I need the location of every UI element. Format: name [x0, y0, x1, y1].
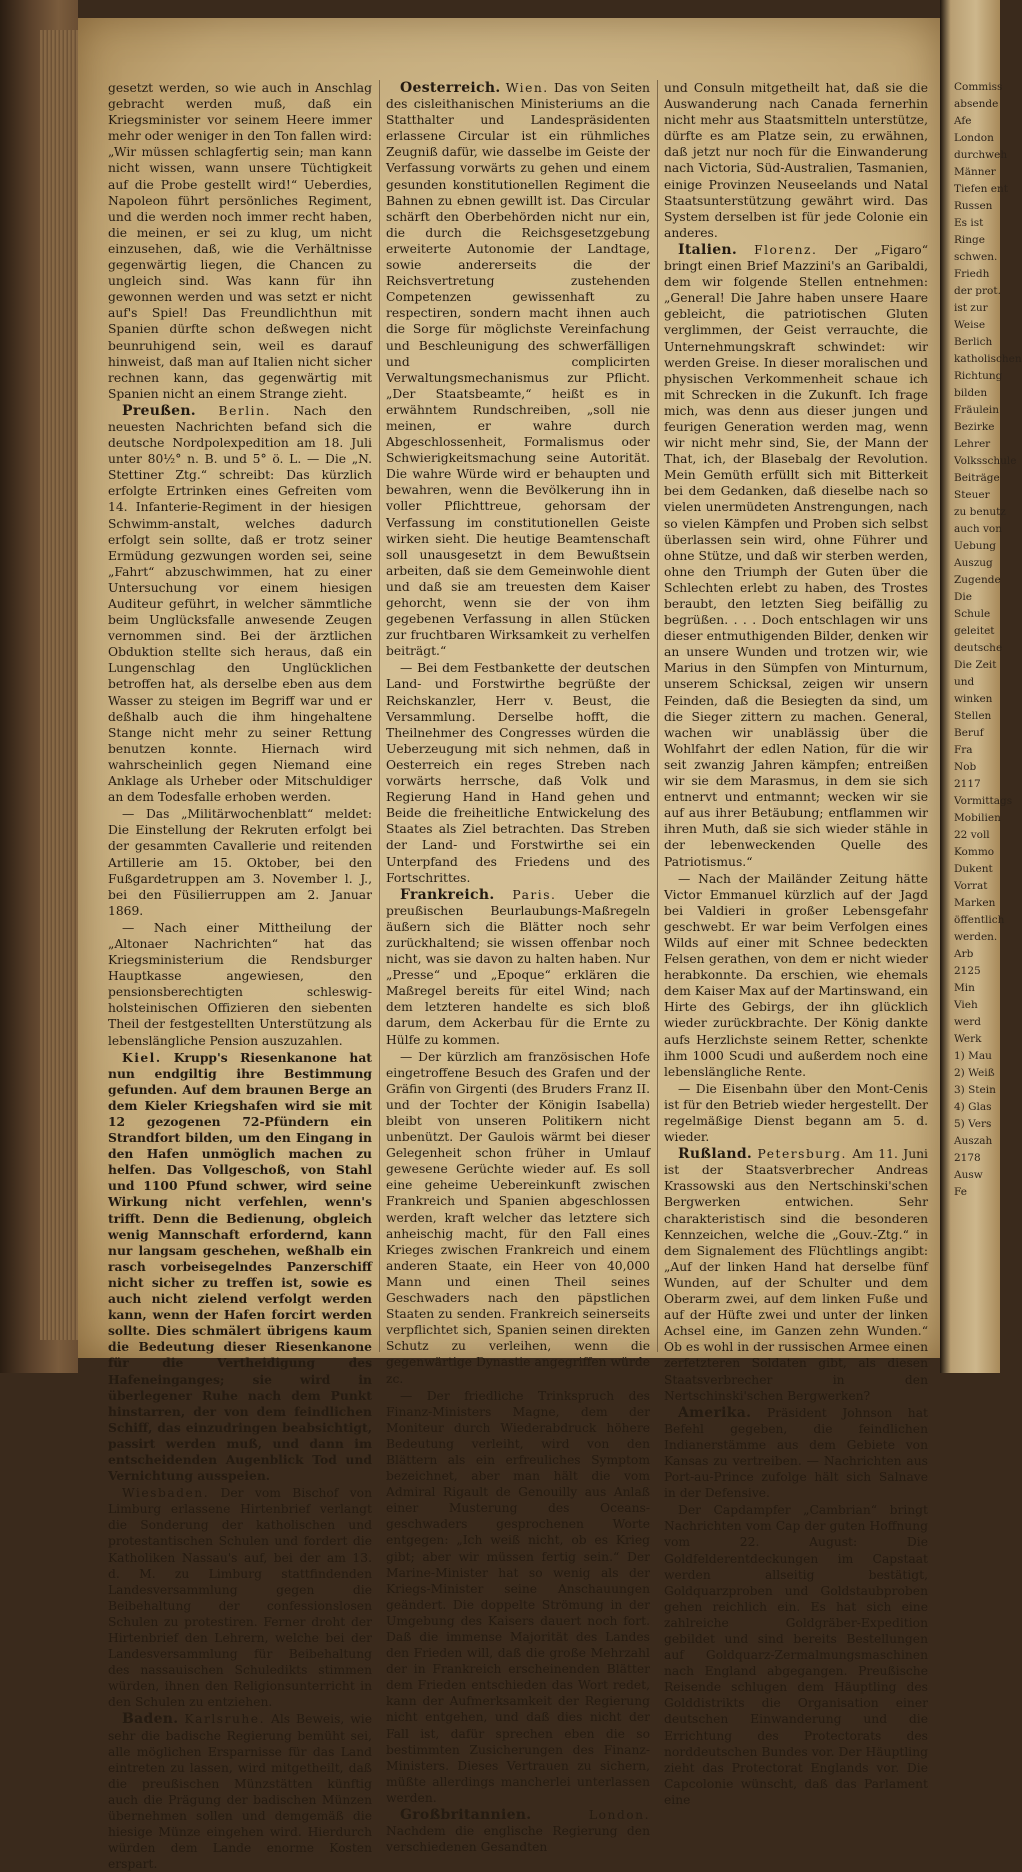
margin-fragment: Richtung	[954, 370, 1003, 382]
margin-fragment: der prot.	[954, 285, 1001, 297]
margin-fragment: Tiefen ent	[954, 183, 1008, 195]
dateline: Paris.	[512, 887, 557, 902]
margin-fragment: auch von	[954, 523, 1003, 535]
next-page-edge	[940, 0, 1022, 1373]
dateline: London.	[588, 1808, 650, 1823]
section-heading: Italien.	[678, 241, 738, 258]
margin-fragment: geleitet	[954, 625, 995, 637]
margin-fragment: Männer	[954, 166, 996, 178]
margin-fragment: katholischen	[954, 353, 1022, 365]
article-text: Nach den neuesten Nachrichten befand sich die deutsche Nordpolexpedition am 18. Juli unter 80½° n. B. und 5° ö. L. — Die „N. Stettiner Ztg.“ schreibt: Das kürzlich erfolgte Ertrinken eines Gefreiten vom 14. Infanterie-Regiment in der hiesigen Schwimm-anstalt, welches dadurch erfolgt sein sollte, daß er trotz seiner Ermüdung gezwungen worden sei, seine „Fahrt“ abzuschwimmen, hat zu einer Untersuchung vor einem hiesigen Auditeur geführt, in welcher sämmtliche beim Unglücksfalle anwesende Zeugen vernommen sind. Bei der ärztlichen Obduktion stellte sich heraus, daß ein Lungenschlag den Unglücklichen betroffen hat, als derselbe eben aus dem Wasser zu steigen im Begriff war und er deßhalb auch die ihm hingehaltene Stange nicht mehr zu seiner Rettung benutzen konnte. Hiernach wird wahrscheinlich gegen Niemand eine Anklage als Urheber oder Mitschuldiger an dem Todesfalle erhoben werden.	[108, 403, 372, 805]
margin-fragment: Stellen	[954, 710, 992, 722]
margin-fragment: Berlich	[954, 336, 993, 348]
section-heading: Baden.	[122, 1711, 179, 1728]
dateline: Florenz.	[754, 242, 818, 257]
article-text: Als Beweis, wie sehr die badische Regierung bemüht sei, alle möglichen Ersparnisse für das Land eintreten zu lassen, wird mitgetheilt, daß die preußischen Münzstätten künftig auch die Prägung der badischen Münzen übernehmen sollen und demgemäß die hiesige Münze eingehen wird. Hierdurch würden dem Lande enorme Kosten erspart.	[108, 1712, 372, 1872]
dateline: Kiel.	[122, 1049, 162, 1065]
column-2	[386, 80, 650, 1855]
article-preussen	[108, 403, 372, 805]
dateline: Wiesbaden.	[122, 1486, 210, 1501]
margin-fragment: Ringe	[954, 234, 985, 246]
margin-fragment: deutsche	[954, 642, 1003, 654]
article-kiel	[108, 1050, 372, 1485]
margin-fragment: 5) Vers	[954, 1118, 992, 1130]
article-text: Der vom Bischof von Limburg erlassene Hirtenbrief verlangt die Sonderung der katholischen und protestantischen Schulen und fordert die Katholiken Nassau's auf, bei der am 13. d. M. zu Limburg stattfindenden Landesversammlung gegen die Beibehaltung der confessionslosen Schulen zu protestiren. Ferner droht der Hirtenbrief den Lehrern, welche bei der Landesversammlung für Beibehaltung des nassauischen Schuledikts stimmen würden, ihnen den Religionsunterricht in den Schulen zu entziehen.	[108, 1486, 372, 1710]
margin-fragment: Nob	[954, 761, 977, 773]
article-italien	[664, 242, 928, 870]
article-grossbritannien	[386, 1807, 650, 1855]
margin-fragment: Auszug	[954, 557, 993, 569]
article-text: Ueber die preußischen Beurlaubungs-Maßregeln äußern sich die Blätter noch sehr zurückhaltend; sie wissen offenbar noch nicht, was sie davon zu halten haben. Nur „Presse“ und „Epoque“ erklären die Maßregel bereits für eitel Wind; nach dem letzteren handelte es sich bloß darum, dem Ackerbau für die Ernte zu Hülfe zu kommen.	[386, 887, 650, 1047]
article-paragraph: — Die Eisenbahn über den Mont-Cenis ist für den Betrieb wieder hergestellt. Der regelmäßige Dienst begann am 5. d. wieder.	[664, 1081, 928, 1145]
article-text: Nachdem die englische Regierung den verschiedenen Gesandten	[386, 1824, 650, 1855]
margin-fragment: Beiträge	[954, 472, 1000, 484]
margin-fragment: winken	[954, 693, 993, 705]
newspaper-page	[78, 18, 940, 1872]
margin-fragment: Afe	[954, 115, 972, 127]
column-rule	[379, 80, 380, 1352]
column-1	[108, 80, 372, 1872]
section-heading: Preußen.	[122, 402, 196, 419]
article-text: Am 11. Juni ist der Staatsverbrecher Andreas Krassowski aus den Nertschinski'schen Bergwerken entwichen. Sehr charakteristisch sind die besonderen Kennzeichen, welche die „Gouv.-Ztg.“ in dem Signalement des Flüchtlings angibt: „Auf der linken Hand hat derselbe fünf Wunden, auf der Schulter und dem Oberarm zwei, auf dem linken Fuße und auf der Hüfte zwei und unter der linken Achsel eine, im Ganzen zehn Wunden.“ Ob es wohl in der russischen Armee einen zerfetzteren Soldaten gibt, als diesen Staatsverbrecher in den Nertschinski'schen Bergwerken?	[664, 1147, 928, 1403]
margin-fragment: Marken	[954, 897, 996, 909]
article-baden	[108, 1711, 372, 1872]
margin-fragment: 2178	[954, 1152, 981, 1164]
margin-fragment: Russen	[954, 200, 993, 212]
margin-fragment: bilden	[954, 387, 988, 399]
margin-fragment: öffentlich	[954, 914, 1005, 926]
dateline: Petersburg.	[757, 1147, 847, 1162]
margin-fragment: Bezirke	[954, 421, 995, 433]
margin-fragment: Lehrer	[954, 438, 991, 450]
margin-fragment: 1) Mau	[954, 1050, 992, 1062]
margin-fragment: Beruf	[954, 727, 984, 739]
margin-fragment: Volksschule	[954, 455, 1017, 467]
article-text: Das von Seiten des cisleithanischen Ministeriums an die Statthalter und Landespräsidenten erlassene Circular ist ein rühmliches Zeugniß dafür, wie dasselbe im Geiste der Verfassung vorwärts zu gehen und einem gesunden konstitutionellen Regiment die Bahnen zu ebnen gewillt ist. Das Circular schärft den Oberbehörden nicht nur ein, die durch die Reichsgesetzgebung erweiterte Autonomie der Landtage, sowie andererseits die der Reichsvertretung zustehenden Competenzen gewissenhaft zu respectiren, sondern macht ihnen auch die Sorge für möglichste Vereinfachung und Beschleunigung des schwerfälligen und complicirten Verwaltungsmechanismus zur Pflicht. „Der Staatsbeamte,“ heißt es in erwähntem Rundschreiben, „soll nie meinen, er wahre durch Abgeschlossenheit, Formalismus oder Schwierigkeitsmachung seine Autorität. Die wahre Würde wird er behaupten und bewahren, wenn die Bevölkerung ihn in voller Pflichttreue, gehorsam der Verfassung im constitutionellen Geiste wirken sieht. Die heutige Beamtenschaft soll unausgesetzt in dem Bewußtsein arbeiten, daß sie dem Gemeinwohle dient und daß sie am treuesten dem Kaiser gehorcht, wenn sie der von ihm gegebenen Verfassung in allen Stücken zur fruchtbaren Wirksamkeit zu verhelfen beiträgt.“	[386, 81, 650, 659]
margin-fragment: London	[954, 132, 994, 144]
dateline: Karlsruhe.	[184, 1712, 265, 1727]
margin-fragment: werd	[954, 1016, 981, 1028]
margin-fragment: Werk	[954, 1033, 982, 1045]
margin-fragment: 22 voll	[954, 829, 990, 841]
margin-fragment: ist zur	[954, 302, 988, 314]
margin-fragment: Arb	[954, 948, 974, 960]
margin-fragment: Fra	[954, 744, 973, 756]
margin-fragment: schwen.	[954, 251, 998, 263]
margin-fragment: Uebung	[954, 540, 997, 552]
article-russland	[664, 1146, 928, 1404]
article-paragraph: und Consuln mitgetheilt hat, daß sie die Auswanderung nach Canada fernerhin nicht mehr aus Staatsmitteln unterstütze, dürfte es am Platze sein, zu erwähnen, daß jetzt nur noch für die Einwanderung nach Victoria, Süd-Australien, Tasmanien, einige Provinzen Neuseelands und Natal Staatsunterstützung gewährt wird. Das System derselben ist für jede Colonie ein anderes.	[664, 81, 928, 240]
article-text: Präsident Johnson hat Befehl gegeben, die feindlichen Indianerstämme aus dem Gebiete von Kansas zu vertreiben. — Nachrichten aus Port-au-Prince zufolge hält sich Salnave in der Defensive.	[664, 1405, 928, 1501]
article-amerika	[664, 1405, 928, 1502]
article-frankreich	[386, 887, 650, 1048]
margin-fragment: Zugende	[954, 574, 1001, 586]
margin-fragment: Vormittags	[954, 795, 1013, 807]
article-paragraph: — Bei dem Festbankette der deutschen Land- und Forstwirthe begrüßte der Reichskanzler, Herr v. Beust, die Versammlung. Derselbe hofft, die Theilnehmer des Congresses würden die Ueberzeugung mit sich nehmen, daß in Oesterreich ein reges Streben nach vorwärts herrsche, daß Volk und Regierung Hand in Hand gehen und Beide die freiheitliche Entwickelung des Staates als Ziel betrachten. Das Streben der Land- und Forstwirthe sei ein Unterpfand des Friedens und des Fortschrittes.	[386, 661, 650, 885]
margin-fragment: absende	[954, 98, 999, 110]
article-paragraph: — Nach der Mailänder Zeitung hätte Victor Emmanuel kürzlich auf der Jagd bei Valdieri in großer Lebensgefahr geschwebt. Er war beim Verfolgen eines Wilds auf einer mit Schnee bedeckten Felsen gerathen, von dem er nicht wieder herabkonnte. Da erschien, wie ehemals dem Kaiser Max auf der Martinswand, ein Hirte des Gebirgs, der ihn glücklich wieder zurückbrachte. Der König dankte aufs Herzlichste seinem Retter, schenkte ihm 1000 Scudi und außerdem noch eine lebenslängliche Rente.	[664, 871, 928, 1079]
margin-fragment: 2125	[954, 965, 981, 977]
section-heading: Rußland.	[678, 1146, 753, 1163]
article-paragraph: — Der kürzlich am französischen Hofe eingetroffene Besuch des Grafen und der Gräfin von Girgenti (des Bruders Franz II. und der Tochter der Königin Isabella) bleibt von unseren Politikern nicht unbenützt. Der Gaulois wärmt bei dieser Gelegenheit schon früher in Umlauf gewesene Gerüchte wieder auf. Es soll eine geheime Uebereinkunft zwischen Frankreich und Spanien abgeschlossen werden, kraft welcher das letztere sich anheischig macht, für den Fall eines Krieges zwischen Frankreich und einem anderen Staate, ein Heer von 40,000 Mann und einen Theil seines Geschwaders nach den päpstlichen Staaten zu senden. Frankreich seinerseits verpflichtet sich, Spanien seinen direkten Schutz zu verleihen, wenn die gegenwärtige Dynastie angegriffen würde zc.	[386, 1049, 650, 1386]
margin-fragment: Es ist	[954, 217, 984, 229]
article-oesterreich	[386, 80, 650, 659]
article-paragraph: gesetzt werden, so wie auch in Anschlag gebracht werden muß, daß ein Kriegsminister vor seinem Heere immer mehr oder weniger in den Ton fallen wird: „Wir müssen schlagfertig sein; man kann nicht wissen, wann unsere Tüchtigkeit auf die Probe gestellt wird!“ Ueberdies, Napoleon führt persönliches Regiment, und die werden noch immer recht haben, die meinen, er sei zu klug, um nicht einzusehen, daß, wie die Verhältnisse gegenwärtig liegen, die Chancen zu ungleich sind. Was kann für ihn gewonnen werden und was setzt er nicht auf's Spiel! Das Freundlichthun mit Spanien dürfte schon deßwegen nicht beunruhigend sein, weil es darauf hinweist, daß man auf Italien nicht sicher rechnen kann, das gegenwärtig mit Spanien nicht an einem Strange zieht.	[108, 81, 372, 401]
margin-fragment: Mobilien	[954, 812, 1001, 824]
margin-fragment: 2117	[954, 778, 981, 790]
margin-fragment: Weise	[954, 319, 986, 331]
margin-fragment: Kommo	[954, 846, 995, 858]
margin-fragment: zu benutz	[954, 506, 1006, 518]
column-rule	[657, 80, 658, 1352]
article-paragraph: — Der friedliche Trinkspruch des Finanz-Ministers Magne, dem der Moniteur durch Wiederabdruck höhere Bedeutung verleiht, wird von den Blättern als ein erfreuliches Symptom bezeichnet, aber man hält die vom Admiral Rigault de Genouilly aus Anlaß einer Musterung des Oceans-geschwaders gesprochenen Worte entgegen: „Ich weiß nicht, ob es Krieg gibt; aber wir müssen fertig sein.“ Der Marine-Minister hat so wenig als der Kriegs-Minister seine Anschauungen geändert. Die doppelte Strömung in der Umgebung des Kaisers dauert noch fort. Daß die immense Majorität des Landes den Frieden will, daß die große Mehrzahl der in Frankreich erscheinenden Blätter dem Frieden entschieden das Wort redet, kann der Aufmerksamkeit der Regierung nicht entgehen, und daß dies nicht der Fall ist, dafür sprechen eben die so bestimmten Zusicherungen des Finanz-Ministers. Dieses Vertrauen zu sichern, müßte allerdings mancherlei unterlassen werden.	[386, 1388, 650, 1805]
margin-fragment: 4) Glas	[954, 1101, 992, 1113]
section-heading: Oesterreich.	[400, 80, 501, 96]
margin-fragment: Schule	[954, 608, 991, 620]
dateline: Berlin.	[218, 403, 271, 418]
margin-fragment: Vieh	[954, 999, 978, 1011]
margin-fragment: 2) Weiß	[954, 1067, 995, 1079]
margin-fragment: Die Zeit	[954, 659, 997, 671]
section-heading: Großbritannien.	[400, 1807, 532, 1824]
margin-fragment: Die	[954, 591, 972, 603]
page-edges	[40, 30, 80, 1340]
margin-fragment: Auszah	[954, 1135, 993, 1147]
article-text: Krupp's Riesenkanone hat nun endgiltig ihre Bestimmung gefunden. Auf dem braunen Berge an dem Kieler Kriegshafen wird sie mit 12 gezogenen 72-Pfündern ein Strandfort bilden, um den Eingang in den Hafen unmöglich machen zu helfen. Das Vollgeschoß, von Stahl und 1100 Pfund schwer, wird seine Wirkung nicht verfehlen, wenn's trifft. Denn die Bedienung, obgleich wenig Mannschaft erfordernd, kann nur langsam geschehen, weßhalb ein rasch vorbeisegelndes Panzerschiff nicht sicher zu treffen ist, sowie es auch nicht zielend verfolgt werden kann, wenn der Hafen forcirt werden sollte. Dies schmälert übrigens kaum die Bedeutung dieser Riesenkanone für die Vertheidigung des Hafeneinganges; sie wird in überlegener Ruhe nach dem Punkt hinstarren, der von dem feindlichen Schiff, das einzudringen beabsichtigt, passirt werden muß, und dann im entscheidenden Augenblick Tod und Vernichtung ausspeien.	[108, 1049, 372, 1484]
margin-fragment: Friedh	[954, 268, 990, 280]
article-paragraph: Der Capdampfer „Cambrian“ bringt Nachrichten vom Cap der guten Hoffnung vom 22. August: Die Goldfelderentdeckungen im Capstaat werden allseitig bestätigt, Goldquarzproben und Goldstaubproben gehen reichlich ein. Es hat sich eine zahlreiche Goldgräber-Expedition gebildet und sind bereits Bestellungen auf Goldquarz-Zermalmungsmaschinen nach England abgegangen. Preußische Reisende schlugen dem Häuptling des Golddistrikts die Organisation einer deutschen Einwanderung und die Errichtung des Protectorats des norddeutschen Bundes vor. Der Häuptling zieht das Protectorat Englands vor. Die Capcolonie wünscht, daß das Parlament eine	[664, 1503, 928, 1807]
article-wiesbaden	[108, 1485, 372, 1710]
margin-fragment: Fe	[954, 1186, 967, 1198]
article-paragraph: — Das „Militärwochenblatt“ meldet: Die Einstellung der Rekruten erfolgt bei der gesammten Cavallerie und reitenden Artillerie am 15. Oktober, bei den Fußgardetruppen am 3. November l. J., bei den Füsilierruppen am 2. Januar 1869.	[108, 807, 372, 918]
margin-fragment: Min	[954, 982, 975, 994]
text-columns	[108, 80, 928, 1872]
section-heading: Amerika.	[678, 1404, 752, 1421]
margin-fragment: Steuer	[954, 489, 990, 501]
article-paragraph: — Nach einer Mittheilung der „Altonaer Nachrichten“ hat das Kriegsministerium die Rendsburger Hauptkasse angewiesen, den pensionsberechtigten schleswig-holsteinischen Offizieren den siebenten Theil der festgestellten Unterstützung als lebenslängliche Pension auszuzahlen.	[108, 920, 372, 1048]
margin-fragment: Commiss	[954, 81, 1003, 93]
margin-fragment: werden.	[954, 931, 998, 943]
column-3	[664, 80, 928, 1807]
margin-fragment: und	[954, 676, 975, 688]
article-text: Der „Figaro“ bringt einen Brief Mazzini's an Garibaldi, dem wir folgende Stellen entnehmen: „General! Die Jahre haben unsere Haare gebleicht, die patriotischen Gluten verglimmen, der Geist verrauchte, die Unternehmungskraft schwindet: wir werden Greise. In dieser moralischen und physischen Verkommenheit schaue ich mit Schrecken in die Zukunft. Ich frage mich, was denn aus dieser jungen und feurigen Generation werden mag, wenn wir nicht mehr sind, Sie, der Mann der That, ich, der Blasebalg der Revolution. Mein Gemüth erfüllt sich mit Bitterkeit bei dem Gedanken, daß dieselbe nach so vielen unermüdeten Anstrengungen, nach so vielen Kämpfen und Proben sich selbst überlassen sein wird, ohne Führer und ohne Stütze, und daß wir sterben werden, ohne den Triumph der Guten über die Schlechten erlebt zu haben, des Trostes beraubt, den letzten Sieg beifällig zu begrüßen. . . . Doch entschlagen wir uns dieser entmuthigenden Bilder, denken wir an unsere Wunden und trotzen wir, wie Marius in den Sümpfen von Minturnum, unserem Schicksal, zeigen wir unsern Feinden, daß die Besiegten da sind, um die Sieger zittern zu machen. General, wachen wir unablässig über die Wohlfahrt der edlen Nation, für die wir seit zwanzig Jahren kämpfen; entreißen wir sie dem Marasmus, in dem sie sich entnervt und entmannt; wecken wir sie auf aus ihrer Betäubung; entflammen wir ihren Muth, daß sie sich wieder stähle in der lebenweckenden Quelle des Patriotismus.“	[664, 242, 928, 869]
margin-fragment: Fräulein	[954, 404, 1000, 416]
section-heading: Frankreich.	[400, 886, 495, 903]
margin-fragment: Dukent	[954, 863, 993, 875]
margin-fragment: Vorrat	[954, 880, 988, 892]
margin-fragment: Ausw	[954, 1169, 983, 1181]
margin-fragment: durchweh	[954, 149, 1008, 161]
dateline: Wien.	[505, 81, 549, 95]
next-page-fragments	[940, 80, 1022, 1200]
margin-fragment: 3) Stein	[954, 1084, 996, 1096]
